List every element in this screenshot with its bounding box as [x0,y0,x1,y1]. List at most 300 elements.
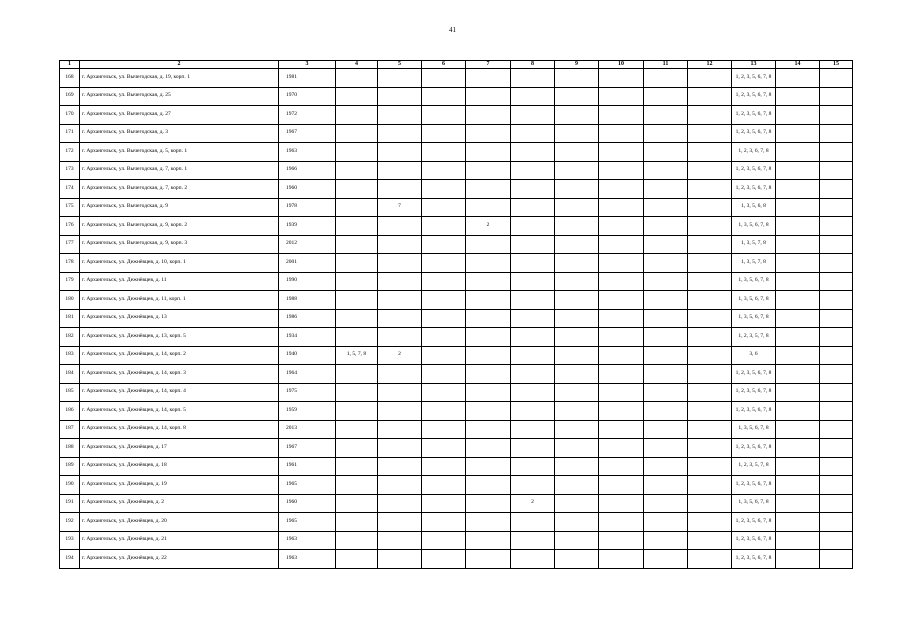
cell-col-10 [599,124,644,143]
cell-col-10 [599,87,644,106]
cell-col-15 [820,494,853,513]
cell-col-11 [644,106,688,125]
row-number-cell: 174 [60,180,80,199]
cell-col-7 [466,328,511,347]
cell-col-9 [555,328,599,347]
cell-col-8 [511,365,555,384]
cell-col-12 [688,217,732,236]
cell-col-10 [599,476,644,495]
table-row [60,69,853,88]
table-row [60,309,853,328]
table-row [60,531,853,550]
cell-col-14 [776,143,820,162]
year-cell: 1986 [279,309,336,328]
cell-col-7 [466,346,511,365]
cell-col-7 [466,531,511,550]
codes-cell: 1, 2, 3, 6, 7, 8 [732,143,776,162]
address-cell: г. Архангельск, ул. Дежнёвцев, д. 20 [80,513,279,532]
cell-col-8 [511,531,555,550]
cell-col-7 [466,87,511,106]
cell-col-15 [820,198,853,217]
cell-col-11 [644,420,688,439]
cell-col-9 [555,272,599,291]
cell-col-15 [820,365,853,384]
cell-col-14 [776,217,820,236]
cell-col-8 [511,550,555,569]
codes-cell: 1, 2, 3, 5, 6, 7, 8 [732,550,776,569]
cell-col-4 [336,328,378,347]
cell-col-15 [820,272,853,291]
cell-col-10 [599,180,644,199]
row-number-cell: 178 [60,254,80,273]
address-cell: г. Архангельск, ул. Дежнёвцев, д. 13 [80,309,279,328]
address-cell: г. Архангельск, ул. Дежнёвцев, д. 19 [80,476,279,495]
cell-col-14 [776,365,820,384]
cell-col-4 [336,457,378,476]
cell-col-8 [511,124,555,143]
row-number-cell: 181 [60,309,80,328]
table-row [60,291,853,310]
table-row [60,420,853,439]
cell-col-7 [466,235,511,254]
cell-col-8 [511,161,555,180]
cell-col-5 [378,402,422,421]
cell-col-10 [599,106,644,125]
cell-col-8 [511,217,555,236]
cell-col-14 [776,106,820,125]
codes-cell: 1, 2, 3, 5, 6, 7, 8 [732,87,776,106]
codes-cell: 1, 3, 5, 6, 8 [732,198,776,217]
column-header-4: 4 [336,61,378,69]
address-cell: г. Архангельск, ул. Вычегодская, д. 7, корп. 2 [80,180,279,199]
address-cell: г. Архангельск, ул. Дежнёвцев, д. 14, корп. 3 [80,365,279,384]
cell-col-12 [688,531,732,550]
cell-col-7 [466,254,511,273]
cell-col-10 [599,143,644,162]
cell-col-6 [422,198,466,217]
cell-col-5 [378,69,422,88]
address-cell: г. Архангельск, ул. Вычегодская, д. 9, корп. 3 [80,235,279,254]
cell-col-14 [776,531,820,550]
cell-col-9 [555,402,599,421]
cell-col-14 [776,420,820,439]
column-header-3: 3 [279,61,336,69]
cell-col-4 [336,235,378,254]
row-number-cell: 172 [60,143,80,162]
address-cell: г. Архангельск, ул. Вычегодская, д. 3 [80,124,279,143]
codes-cell: 1, 3, 5, 6, 7, 8 [732,420,776,439]
year-cell: 1965 [279,513,336,532]
table-row [60,476,853,495]
address-cell: г. Архангельск, ул. Вычегодская, д. 27 [80,106,279,125]
cell-col-8 [511,235,555,254]
cell-col-15 [820,439,853,458]
cell-col-5 [378,309,422,328]
column-header-9: 9 [555,61,599,69]
cell-col-7 [466,402,511,421]
cell-col-9 [555,457,599,476]
cell-col-10 [599,383,644,402]
codes-cell: 1, 2, 3, 5, 6, 7, 8 [732,365,776,384]
codes-cell: 1, 3, 5, 6, 7, 8 [732,309,776,328]
cell-col-4 [336,550,378,569]
cell-col-6 [422,106,466,125]
cell-col-12 [688,402,732,421]
year-cell: 1939 [279,217,336,236]
cell-col-7 [466,420,511,439]
row-number-cell: 173 [60,161,80,180]
cell-col-15 [820,383,853,402]
cell-col-7 [466,513,511,532]
table-row [60,254,853,273]
year-cell: 1967 [279,124,336,143]
cell-col-8 [511,254,555,273]
cell-col-8 [511,328,555,347]
cell-col-11 [644,383,688,402]
table-row [60,494,853,513]
address-cell: г. Архангельск, ул. Дежнёвцев, д. 21 [80,531,279,550]
cell-col-14 [776,254,820,273]
cell-col-4 [336,106,378,125]
year-cell: 1967 [279,439,336,458]
column-header-2: 2 [80,61,279,69]
cell-col-12 [688,143,732,162]
cell-col-10 [599,198,644,217]
cell-col-8 [511,346,555,365]
cell-col-9 [555,439,599,458]
cell-col-11 [644,513,688,532]
year-cell: 1970 [279,87,336,106]
cell-col-4 [336,531,378,550]
cell-col-6 [422,291,466,310]
cell-col-7 [466,180,511,199]
cell-col-9 [555,291,599,310]
cell-col-15 [820,254,853,273]
cell-col-8 [511,402,555,421]
year-cell: 1963 [279,550,336,569]
table-row [60,457,853,476]
cell-col-12 [688,494,732,513]
table-row [60,383,853,402]
cell-col-7 [466,550,511,569]
cell-col-8 [511,198,555,217]
cell-col-6 [422,476,466,495]
cell-col-4 [336,143,378,162]
cell-col-9 [555,309,599,328]
cell-col-10 [599,254,644,273]
cell-col-6 [422,402,466,421]
cell-col-11 [644,291,688,310]
address-cell: г. Архангельск, ул. Дежнёвцев, д. 11, корп. 1 [80,291,279,310]
cell-col-6 [422,180,466,199]
cell-col-14 [776,235,820,254]
cell-col-5 [378,124,422,143]
cell-col-9 [555,383,599,402]
row-number-cell: 179 [60,272,80,291]
codes-cell: 1, 2, 3, 5, 6, 7, 8 [732,439,776,458]
cell-col-14 [776,402,820,421]
cell-col-9 [555,217,599,236]
cell-col-6 [422,87,466,106]
cell-col-4: 1, 5, 7, 8 [336,346,378,365]
cell-col-12 [688,513,732,532]
year-cell: 2012 [279,235,336,254]
cell-col-10 [599,439,644,458]
cell-col-4 [336,161,378,180]
cell-col-7 [466,124,511,143]
cell-col-8 [511,180,555,199]
cell-col-5 [378,291,422,310]
column-header-10: 10 [599,61,644,69]
cell-col-4 [336,513,378,532]
year-cell: 1988 [279,291,336,310]
cell-col-12 [688,198,732,217]
cell-col-12 [688,420,732,439]
address-cell: г. Архангельск, ул. Вычегодская, д. 9, корп. 2 [80,217,279,236]
cell-col-9 [555,346,599,365]
address-cell: г. Архангельск, ул. Дежнёвцев, д. 14, корп. 2 [80,346,279,365]
cell-col-9 [555,106,599,125]
cell-col-4 [336,365,378,384]
table-row [60,402,853,421]
cell-col-14 [776,309,820,328]
table-row [60,346,853,365]
cell-col-9 [555,198,599,217]
row-number-cell: 193 [60,531,80,550]
codes-cell: 1, 2, 3, 5, 6, 7, 8 [732,180,776,199]
cell-col-10 [599,235,644,254]
year-cell: 1975 [279,383,336,402]
cell-col-14 [776,494,820,513]
cell-col-12 [688,87,732,106]
cell-col-15 [820,513,853,532]
cell-col-6 [422,531,466,550]
cell-col-12 [688,346,732,365]
row-number-cell: 194 [60,550,80,569]
cell-col-6 [422,365,466,384]
cell-col-10 [599,420,644,439]
cell-col-11 [644,161,688,180]
cell-col-8 [511,87,555,106]
cell-col-10 [599,365,644,384]
cell-col-14 [776,124,820,143]
cell-col-9 [555,161,599,180]
column-header-1: 1 [60,61,80,69]
table-row [60,217,853,236]
year-cell: 1934 [279,328,336,347]
cell-col-11 [644,309,688,328]
cell-col-7 [466,365,511,384]
cell-col-7 [466,106,511,125]
cell-col-5 [378,550,422,569]
cell-col-5 [378,531,422,550]
year-cell: 1972 [279,106,336,125]
cell-col-4 [336,383,378,402]
table-row [60,272,853,291]
cell-col-11 [644,346,688,365]
cell-col-8 [511,143,555,162]
cell-col-7 [466,272,511,291]
cell-col-12 [688,254,732,273]
cell-col-14 [776,198,820,217]
cell-col-6 [422,161,466,180]
year-cell: 1964 [279,365,336,384]
cell-col-9 [555,180,599,199]
cell-col-15 [820,235,853,254]
cell-col-7 [466,476,511,495]
cell-col-11 [644,550,688,569]
cell-col-10 [599,494,644,513]
cell-col-6 [422,235,466,254]
cell-col-15 [820,457,853,476]
cell-col-6 [422,420,466,439]
cell-col-11 [644,457,688,476]
row-number-cell: 182 [60,328,80,347]
cell-col-9 [555,494,599,513]
year-cell: 1959 [279,402,336,421]
cell-col-15 [820,217,853,236]
cell-col-8 [511,291,555,310]
cell-col-15 [820,124,853,143]
address-cell: г. Архангельск, ул. Дежнёвцев, д. 2 [80,494,279,513]
cell-col-10 [599,69,644,88]
cell-col-5 [378,217,422,236]
cell-col-7 [466,161,511,180]
cell-col-12 [688,383,732,402]
cell-col-10 [599,457,644,476]
cell-col-7 [466,457,511,476]
codes-cell: 1, 2, 3, 5, 6, 7, 8 [732,161,776,180]
cell-col-12 [688,309,732,328]
cell-col-5 [378,365,422,384]
cell-col-4 [336,198,378,217]
cell-col-9 [555,254,599,273]
year-cell: 2001 [279,254,336,273]
cell-col-10 [599,550,644,569]
cell-col-14 [776,328,820,347]
cell-col-11 [644,272,688,291]
year-cell: 2013 [279,420,336,439]
address-cell: г. Архангельск, ул. Дежнёвцев, д. 11 [80,272,279,291]
address-cell: г. Архангельск, ул. Дежнёвцев, д. 22 [80,550,279,569]
cell-col-9 [555,531,599,550]
cell-col-5 [378,476,422,495]
cell-col-5 [378,383,422,402]
cell-col-10 [599,217,644,236]
address-cell: г. Архангельск, ул. Вычегодская, д. 25 [80,87,279,106]
row-number-cell: 175 [60,198,80,217]
address-cell: г. Архангельск, ул. Дежнёвцев, д. 18 [80,457,279,476]
row-number-cell: 192 [60,513,80,532]
cell-col-12 [688,272,732,291]
cell-col-6 [422,69,466,88]
cell-col-14 [776,513,820,532]
cell-col-12 [688,69,732,88]
year-cell: 1960 [279,180,336,199]
cell-col-8 [511,420,555,439]
cell-col-15 [820,161,853,180]
cell-col-11 [644,217,688,236]
cell-col-11 [644,124,688,143]
cell-col-4 [336,69,378,88]
cell-col-15 [820,180,853,199]
cell-col-12 [688,124,732,143]
cell-col-12 [688,550,732,569]
cell-col-11 [644,328,688,347]
row-number-cell: 187 [60,420,80,439]
cell-col-8 [511,383,555,402]
cell-col-11 [644,198,688,217]
cell-col-15 [820,106,853,125]
column-header-14: 14 [776,61,820,69]
cell-col-7 [466,439,511,458]
cell-col-5 [378,328,422,347]
cell-col-6 [422,217,466,236]
cell-col-10 [599,531,644,550]
address-cell: г. Архангельск, ул. Вычегодская, д. 9 [80,198,279,217]
cell-col-12 [688,365,732,384]
cell-col-8 [511,457,555,476]
cell-col-12 [688,161,732,180]
cell-col-4 [336,291,378,310]
address-cell: г. Архангельск, ул. Дежнёвцев, д. 14, корп. 4 [80,383,279,402]
address-cell: г. Архангельск, ул. Дежнёвцев, д. 14, корп. 8 [80,420,279,439]
row-number-cell: 189 [60,457,80,476]
cell-col-10 [599,291,644,310]
cell-col-15 [820,420,853,439]
header-row [60,61,853,69]
cell-col-8 [511,272,555,291]
codes-cell: 1, 3, 5, 6, 7, 8 [732,217,776,236]
cell-col-6 [422,124,466,143]
cell-col-5: 2 [378,346,422,365]
cell-col-4 [336,439,378,458]
cell-col-15 [820,291,853,310]
cell-col-6 [422,383,466,402]
year-cell: 1960 [279,494,336,513]
table-row [60,106,853,125]
row-number-cell: 186 [60,402,80,421]
column-header-13: 13 [732,61,776,69]
cell-col-9 [555,365,599,384]
cell-col-15 [820,346,853,365]
table-row [60,180,853,199]
cell-col-6 [422,143,466,162]
column-header-15: 15 [820,61,853,69]
cell-col-5 [378,235,422,254]
address-cell: г. Архангельск, ул. Вычегодская, д. 7, корп. 1 [80,161,279,180]
cell-col-9 [555,513,599,532]
cell-col-15 [820,476,853,495]
cell-col-14 [776,346,820,365]
cell-col-11 [644,69,688,88]
housing-table [59,60,853,569]
cell-col-6 [422,254,466,273]
cell-col-9 [555,235,599,254]
codes-cell: 1, 3, 5, 7, 8 [732,235,776,254]
cell-col-15 [820,550,853,569]
cell-col-9 [555,420,599,439]
codes-cell: 1, 2, 3, 5, 6, 7, 8 [732,69,776,88]
row-number-cell: 180 [60,291,80,310]
cell-col-6 [422,494,466,513]
cell-col-9 [555,87,599,106]
year-cell: 1965 [279,476,336,495]
cell-col-6 [422,457,466,476]
cell-col-9 [555,124,599,143]
cell-col-15 [820,402,853,421]
table-row [60,328,853,347]
